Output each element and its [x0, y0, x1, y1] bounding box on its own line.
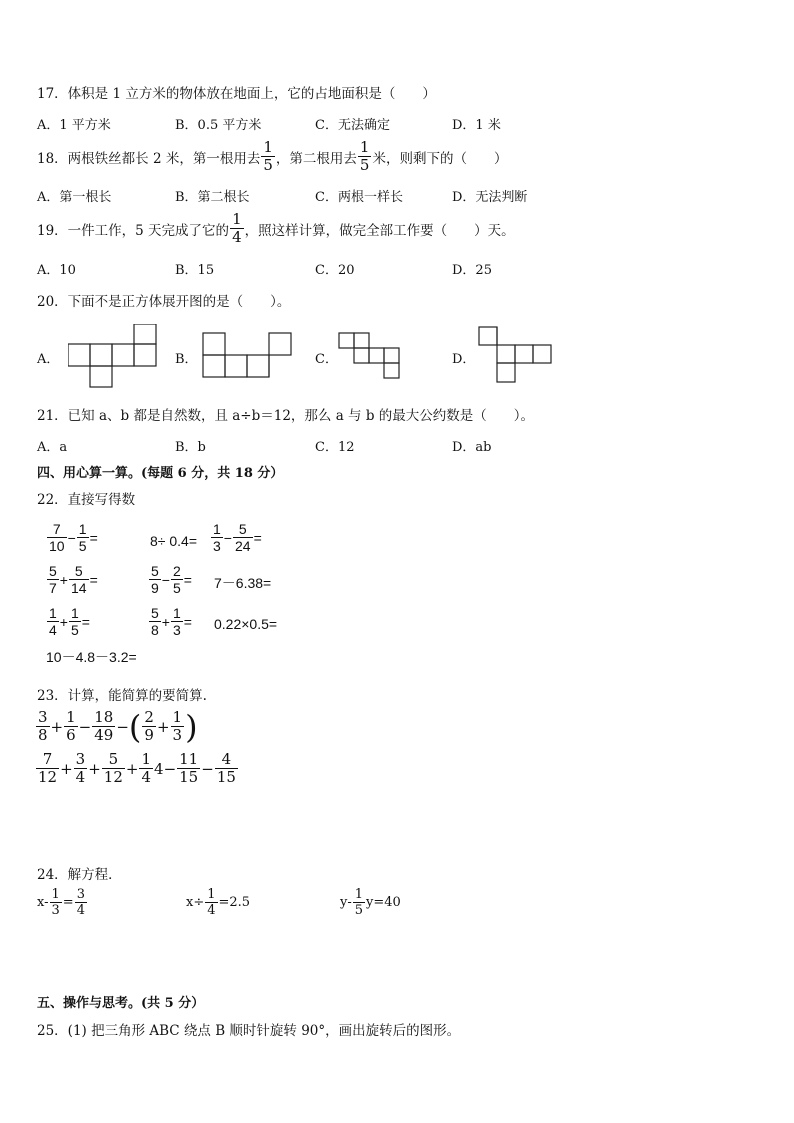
q19-fraction: $\frac{1}{4}$	[232, 210, 242, 246]
q18-option-a: A．第一根长	[37, 190, 112, 205]
q22-item-e: $\frac{5}{9}$ − $\frac{2}{5}$ =	[151, 563, 192, 596]
q22-item-d: $\frac{5}{7}$ + $\frac{5}{14}$ =	[49, 563, 98, 596]
q22-item-i: 0.22×0.5=	[214, 616, 278, 632]
q24-equation-3: y- $\frac{1}{5}$ y=40	[340, 887, 401, 918]
q24-equation-2: x÷ $\frac{1}{4}$ =2.5	[186, 887, 251, 918]
q17-stem: 17．体积是 1 立方米的物体放在地面上，它的占地面积是（ ）	[37, 86, 436, 102]
q18-fraction-2: $\frac{1}{5}$	[359, 138, 370, 174]
q21-option-a: A．a	[37, 440, 68, 455]
q21-stem: 21．已知 a、b 都是自然数，且 a÷b＝12，那么 a 与 b 的最大公约数是（ ）。	[37, 408, 535, 424]
q22-item-b: 8÷ 0.4=	[150, 533, 197, 549]
q24-title: 24．解方程．	[37, 867, 122, 883]
cube-net-a	[68, 324, 160, 388]
q20-label-d: D．	[452, 352, 476, 367]
q17-option-c: C．无法确定	[315, 118, 390, 133]
q23-title: 23．计算，能简算的要简算.	[37, 688, 207, 704]
q20-label-b: B．	[175, 352, 198, 367]
q18-option-b: B．第二根长	[175, 190, 250, 205]
q18-text-mid: ，第二根用去	[275, 150, 357, 167]
q19-option-d: D．25	[452, 263, 492, 278]
q19-option-b: B．15	[175, 263, 215, 278]
q24-equation-1: x- $\frac{1}{3}$ = $\frac{3}{4}$	[37, 887, 85, 918]
q17-option-d: D．1 米	[452, 118, 501, 133]
q18-stem	[37, 140, 507, 173]
q20-label-a: A．	[37, 352, 60, 367]
q21-option-d: D．ab	[452, 440, 492, 455]
q18-fraction-1: $\frac{1}{5}$	[263, 138, 273, 174]
q21-option-c: C．12	[315, 440, 355, 455]
q18-text-post: 米，则剩下的（ ）	[372, 150, 508, 167]
q22-item-g: $\frac{1}{4}$ + $\frac{1}{5}$ =	[49, 605, 90, 638]
q22-item-j: 10－4.8－3.2=	[46, 649, 137, 665]
q18-text-pre: 18．两根铁丝都长 2 米，第一根用去	[37, 150, 261, 167]
q20-label-c: C．	[315, 352, 338, 367]
cube-net-d	[478, 326, 552, 384]
q19-option-c: C．20	[315, 263, 355, 278]
q22-item-h: $\frac{5}{8}$ + $\frac{1}{3}$ =	[151, 605, 192, 638]
q18-option-d: D．无法判断	[452, 190, 528, 205]
q22-item-c: $\frac{1}{3}$ − $\frac{5}{24}$ =	[213, 521, 262, 554]
q22-title: 22．直接写得数	[37, 492, 136, 508]
q19-stem	[37, 212, 515, 245]
q19-text-pre: 19．一件工作，5 天完成了它的	[37, 222, 230, 239]
q22-item-a: $\frac{7}{10}$ − $\frac{1}{5}$ =	[49, 521, 98, 554]
q22-item-f: 7－6.38=	[214, 575, 272, 591]
section-4-heading: 四、用心算一算。(每题 6 分，共 18 分）	[37, 466, 284, 481]
q19-text-post: ，照这样计算，做完全部工作要（ ）天。	[244, 222, 515, 239]
q17-option-b: B．0.5 平方米	[175, 118, 262, 133]
section-5-heading: 五、操作与思考。(共 5 分）	[37, 996, 205, 1011]
q21-option-b: B．b	[175, 440, 206, 455]
q20-stem: 20．下面不是正方体展开图的是（ ）。	[37, 294, 291, 310]
q18-option-c: C．两根一样长	[315, 190, 403, 205]
cube-net-c	[338, 332, 400, 380]
q23-expression-1: $\frac{3}{8}$ + $\frac{1}{6}$ − $\frac{18}{49}$ − ( $\frac{2}{9}$ + $\frac{1}{3}$ )	[38, 707, 198, 746]
q17-option-a: A．1 平方米	[37, 118, 111, 133]
q25-stem: 25．(1) 把三角形 ABC 绕点 B 顺时针旋转 90°，画出旋转后的图形。	[37, 1023, 461, 1039]
cube-net-b	[202, 332, 294, 380]
q19-option-a: A．10	[37, 263, 76, 278]
q23-expression-2: $\frac{7}{12}$ + $\frac{3}{4}$ + $\frac{5}{12}$ + $\frac{1}{4}$ 4 − $\frac{11}{15}$ − $\frac{4}{15}$	[38, 750, 236, 786]
